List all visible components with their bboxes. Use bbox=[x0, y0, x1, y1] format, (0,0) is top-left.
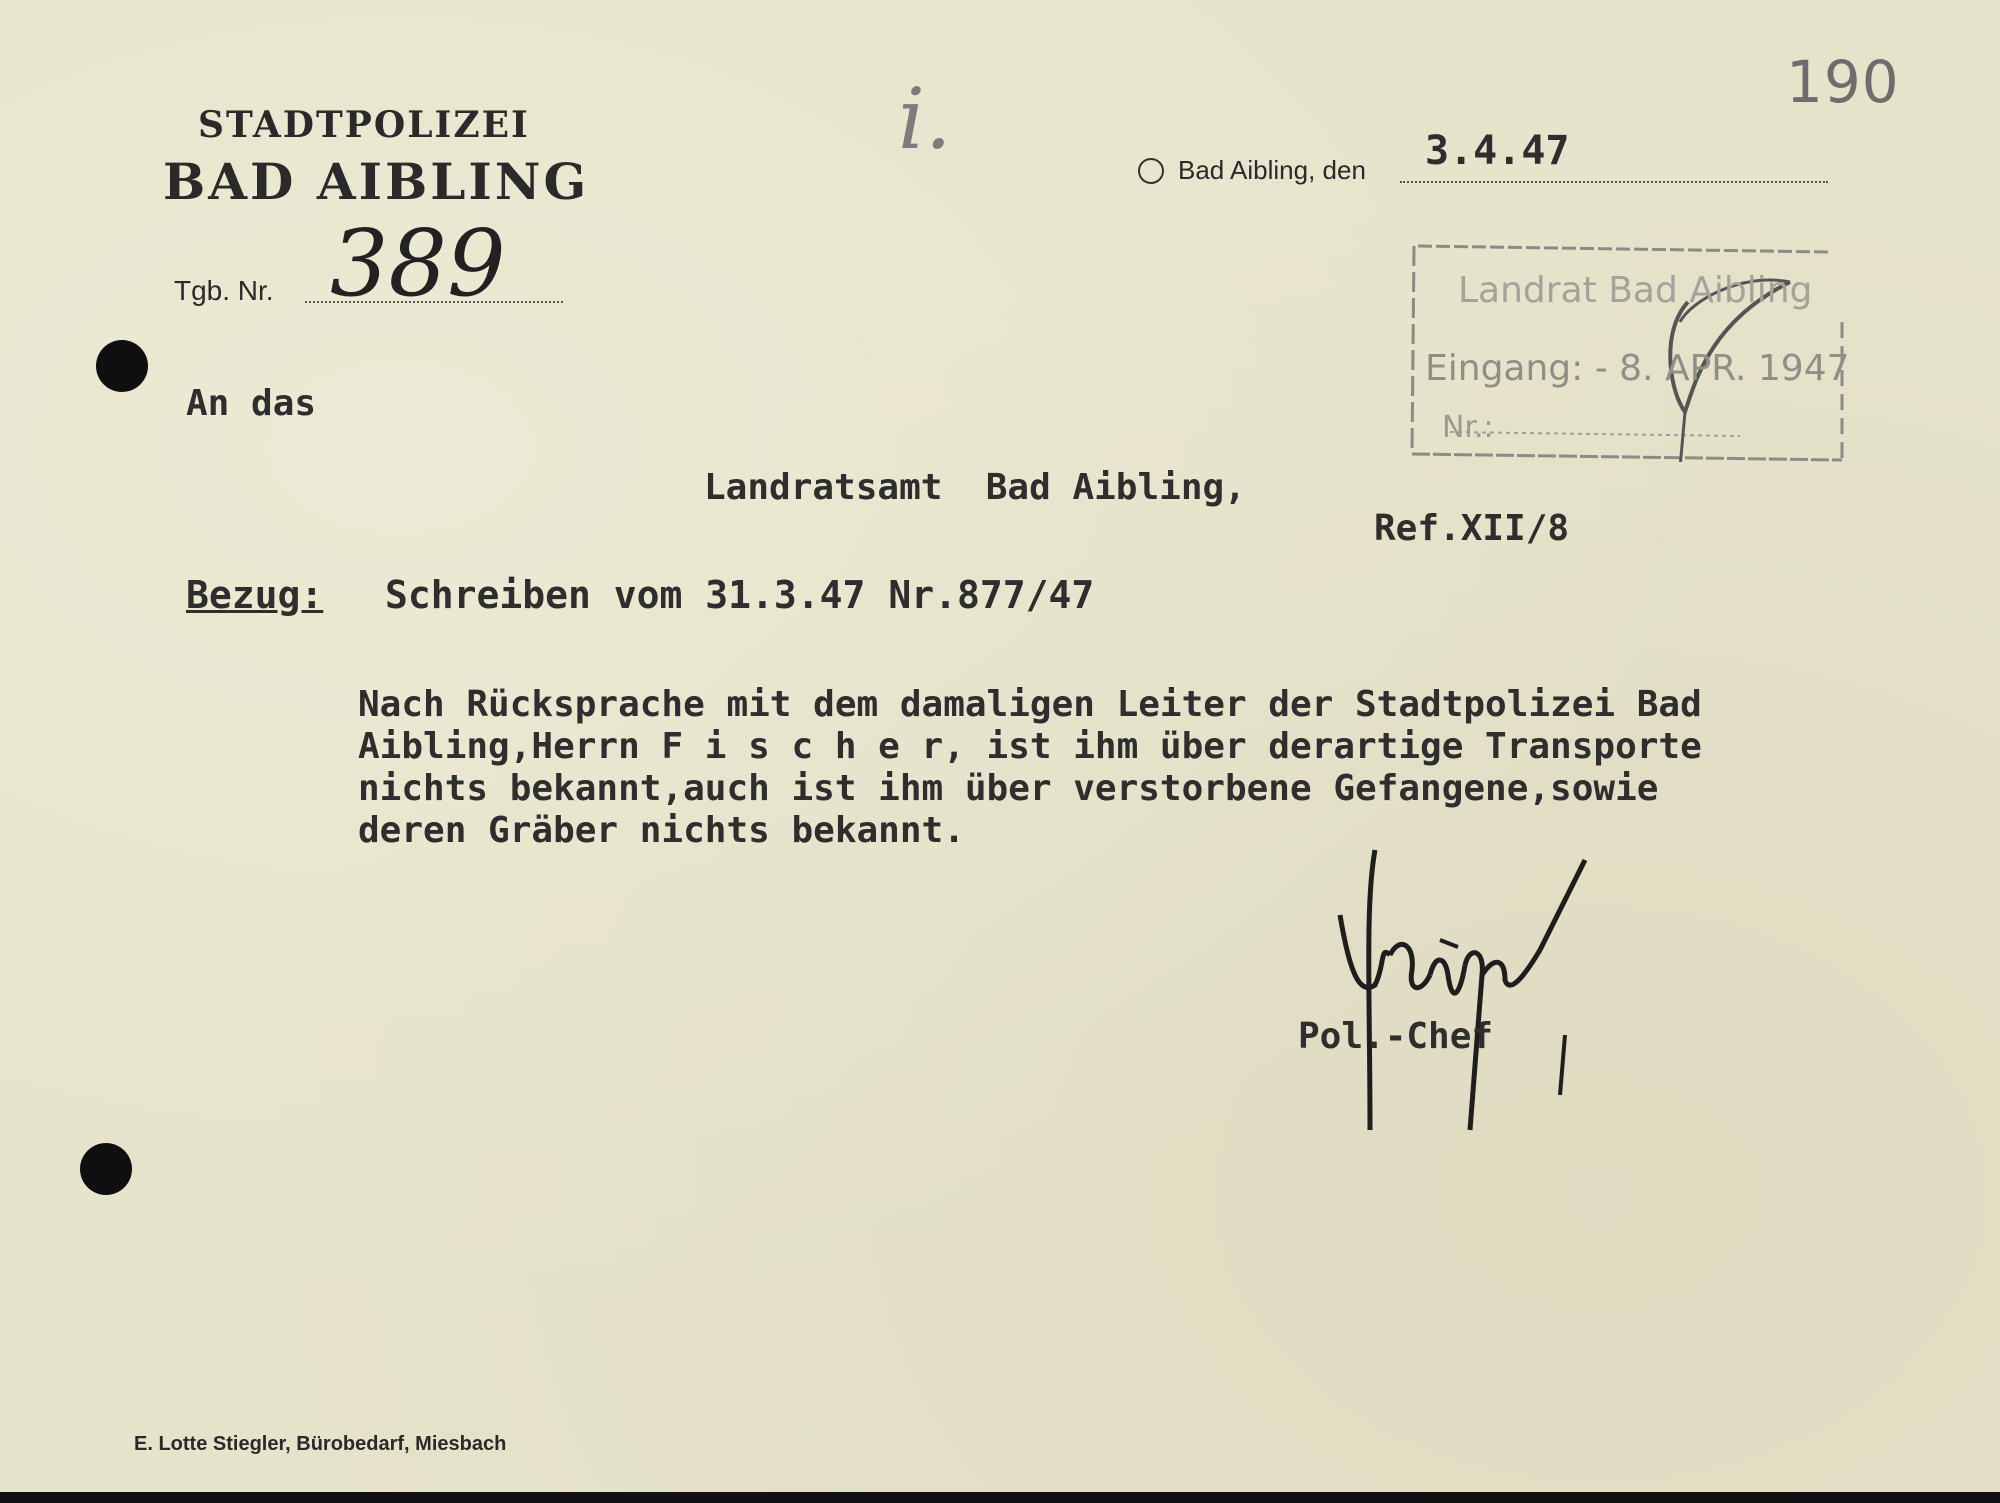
page-number: 190 bbox=[1786, 48, 1900, 116]
punch-hole-bottom bbox=[80, 1143, 132, 1195]
date-dotted-line bbox=[1400, 181, 1828, 183]
scan-edge bbox=[0, 1492, 2000, 1503]
subject-text: Schreiben vom 31.3.47 Nr.877/47 bbox=[385, 573, 1095, 617]
body-line: deren Gräber nichts bekannt. bbox=[358, 810, 965, 851]
subject-label: Bezug: bbox=[186, 573, 324, 617]
punch-hole-top bbox=[96, 340, 148, 392]
stamp-authority: Landrat Bad Aibling bbox=[1458, 270, 1813, 311]
letterhead-org-line1: STADTPOLIZEI bbox=[198, 104, 530, 146]
body-line: Aibling,Herrn F i s c h e r, ist ihm über derartige Transporte bbox=[358, 726, 1702, 767]
printer-logo-icon bbox=[1138, 158, 1164, 184]
tgb-label: Tgb. Nr. bbox=[174, 275, 274, 306]
signature-title: Pol.-Chef bbox=[1298, 1016, 1494, 1057]
body-line: Nach Rücksprache mit dem damaligen Leiter der Stadtpolizei Bad bbox=[358, 684, 1702, 725]
address-salutation: An das bbox=[186, 383, 317, 424]
reference-code: Ref.XII/8 bbox=[1374, 508, 1570, 549]
city-date-label: Bad Aibling, den bbox=[1178, 155, 1366, 185]
tgb-number-handwritten: 389 bbox=[330, 210, 506, 317]
address-office: Landratsamt Bad Aibling, bbox=[704, 467, 1246, 508]
printer-imprint: E. Lotte Stiegler, Bürobedarf, Miesbach bbox=[134, 1433, 507, 1455]
handwritten-signature bbox=[1320, 845, 1620, 1135]
body-line: nichts bekannt,auch ist ihm über verstorbene Gefangene,sowie bbox=[358, 768, 1659, 809]
letterhead-org-line2: BAD AIBLING bbox=[163, 152, 590, 211]
letter-date: 3.4.47 bbox=[1425, 128, 1570, 174]
stamp-number-label: Nr.: bbox=[1442, 410, 1494, 445]
handwritten-initial-mark: i. bbox=[898, 70, 952, 168]
stamp-received-date: Eingang: - 8. APR. 1947 bbox=[1425, 348, 1850, 389]
